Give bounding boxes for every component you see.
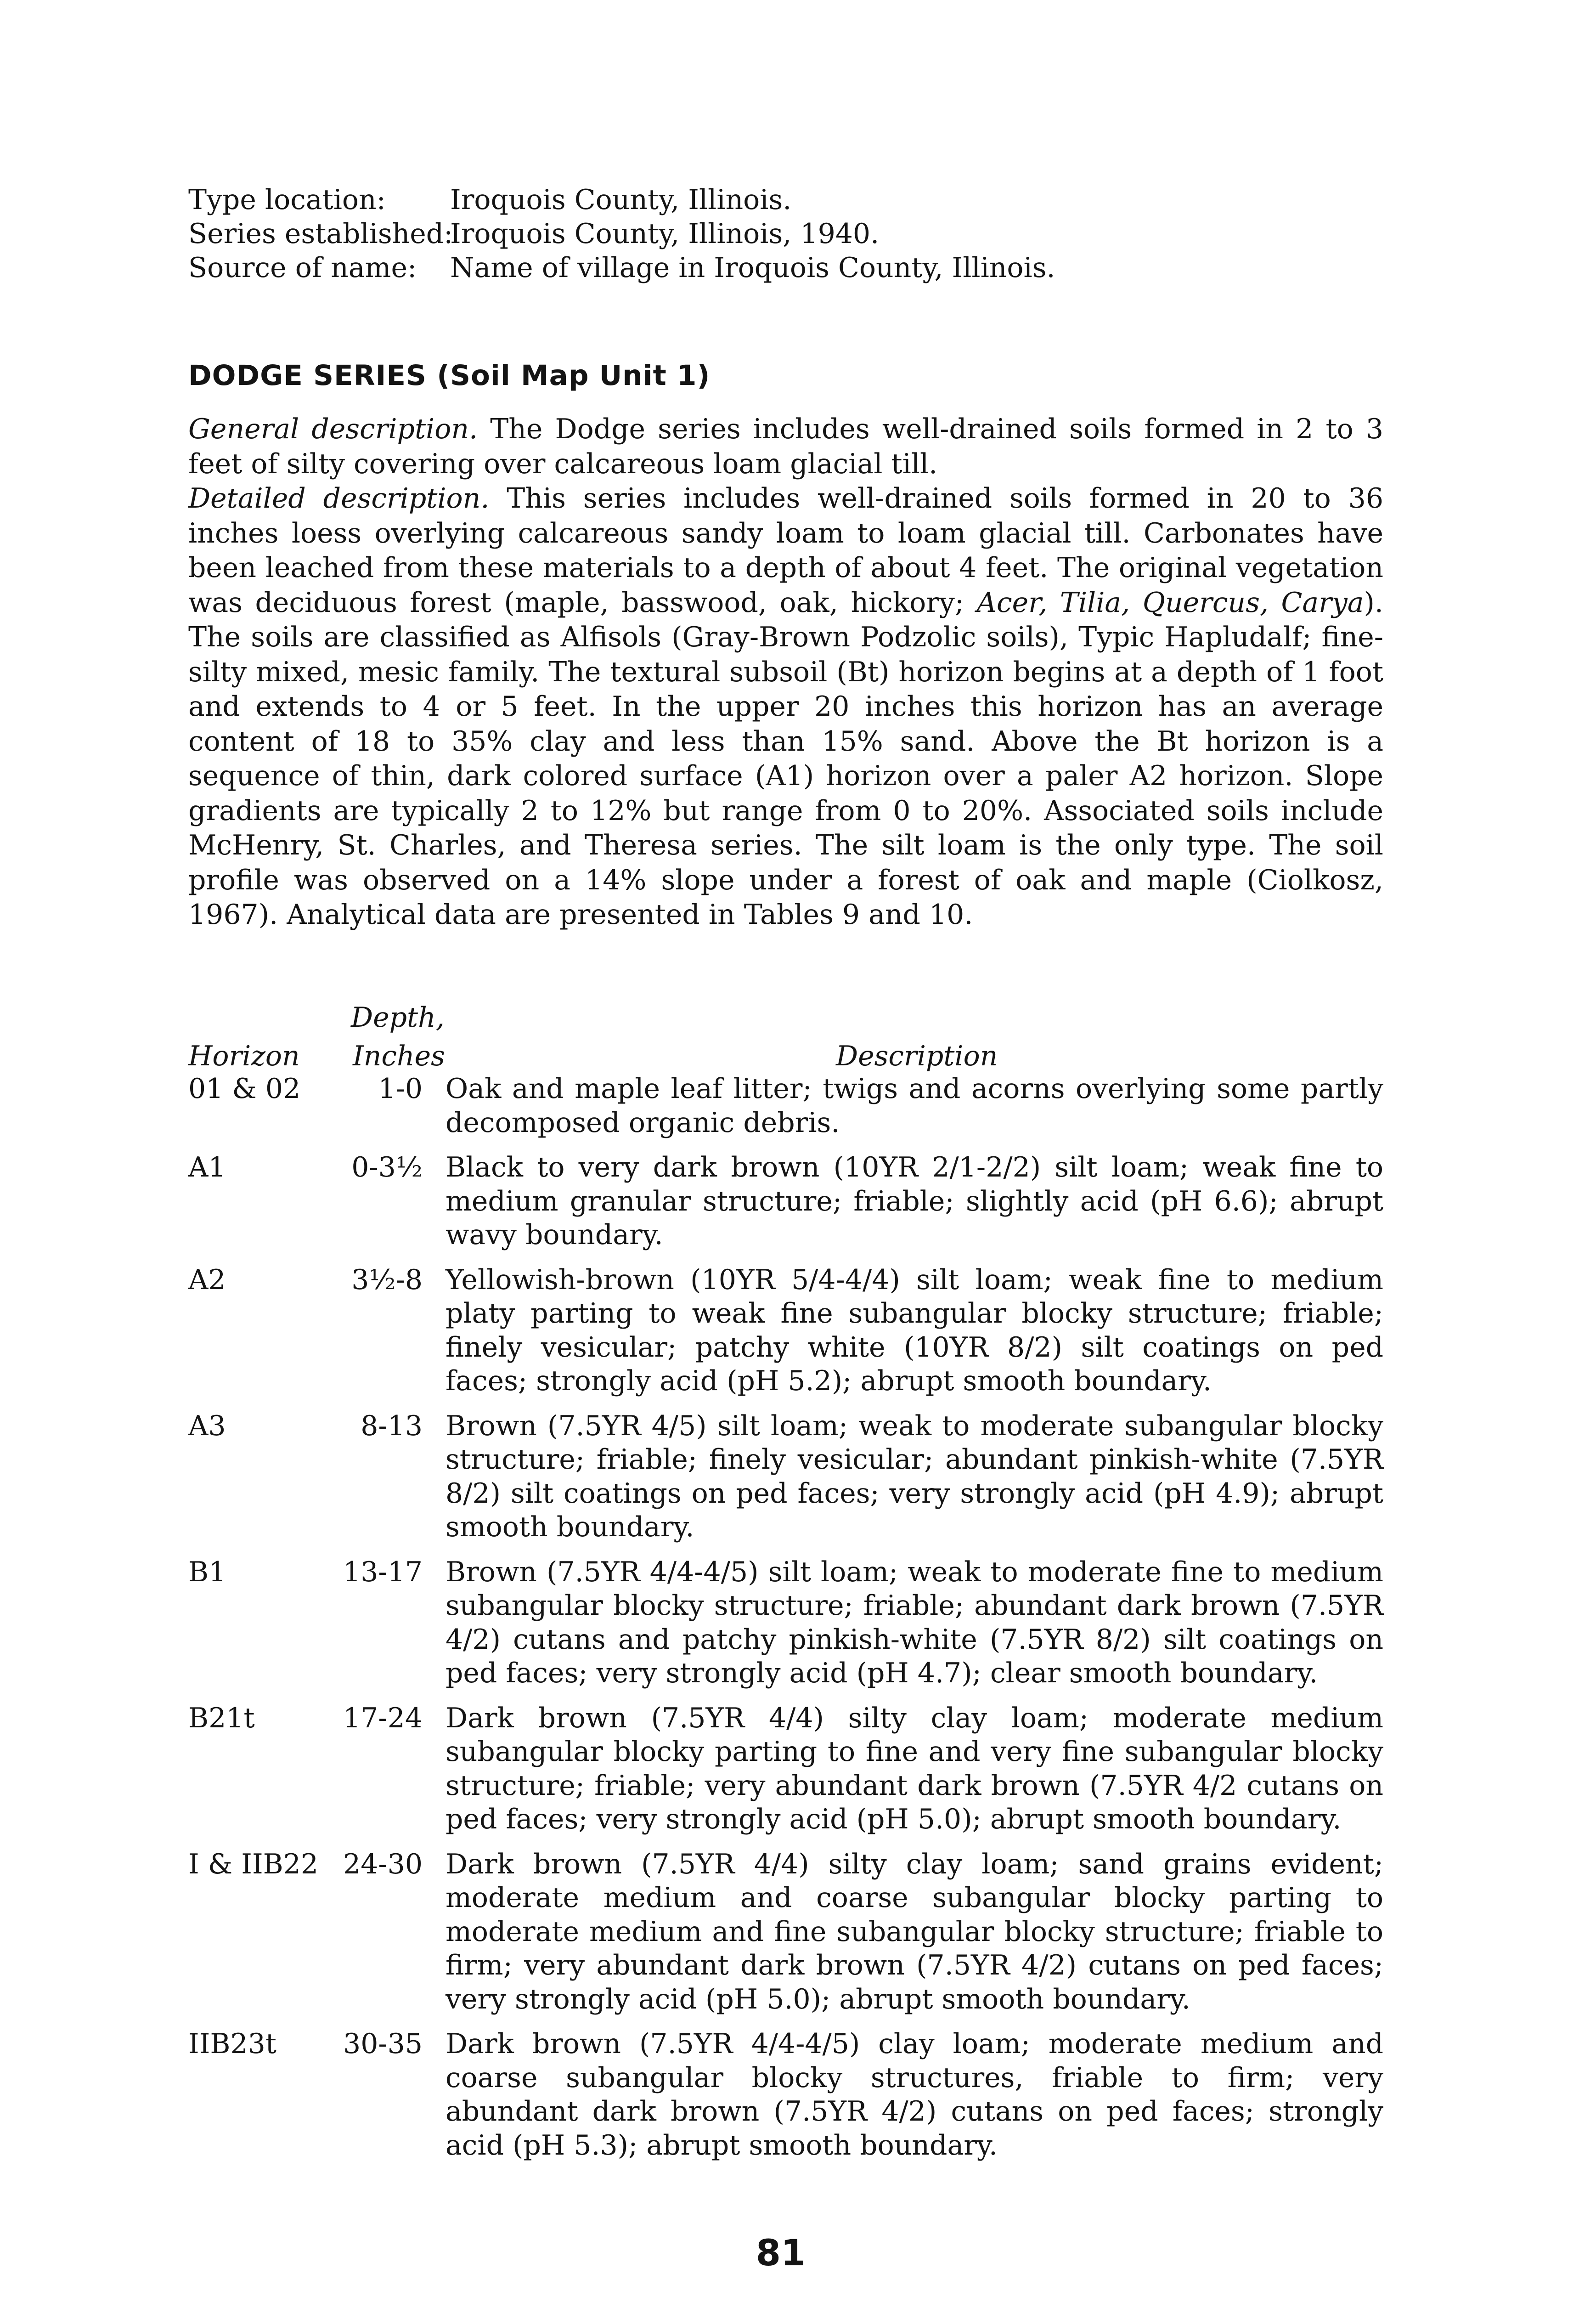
table-row (188, 1702, 1383, 1837)
depth-cell: 1-0 (378, 1073, 423, 1105)
meta-value: Name of village in Iroquois County, Illinois. (450, 252, 1055, 284)
type-location-row (188, 183, 1055, 217)
description-cell: Brown (7.5YR 4/5) silt loam; weak to moderate subangular blocky structure; friable; finely vesicular; abundant pinkish-white (7.5YR 8/2) silt coatings on ped faces; very strongly acid (pH 4.9); abrupt smooth boundary. (446, 1409, 1383, 1543)
table-row (188, 1848, 1383, 2017)
description-cell: Dark brown (7.5YR 4/4) silty clay loam; sand grains evident; moderate medium and coarse subangular blocky parting to moderate medium and fine subangular blocky structure; friable to firm; very abundant dark brown (7.5YR 4/2) cutans on ped faces; very strongly acid (pH 5.0); abrupt smooth boundary. (446, 1848, 1383, 2015)
table-row (188, 2027, 1383, 2162)
description-cell: Oak and maple leaf litter; twigs and acorns overlying some partly decomposed organic debris. (446, 1073, 1383, 1139)
series-established-row (188, 217, 1055, 251)
depth-cell: 24-30 (343, 1848, 423, 1880)
meta-label: Series established: (188, 218, 453, 250)
column-header-depth: Depth, (351, 1001, 445, 1034)
description-cell: Yellowish-brown (10YR 5/4-4/4) silt loam; weak fine to medium platy parting to weak fine subangular blocky structure; friable; finely vesicular; patchy white (10YR 8/2) silt coatings on ped faces; strongly acid (pH 5.2); abrupt smooth boundary. (446, 1263, 1383, 1397)
description-cell: Black to very dark brown (10YR 2/1-2/2) silt loam; weak fine to medium granular structure; friable; slightly acid (pH 6.6); abrupt wavy boundary. (446, 1151, 1383, 1251)
table-row (188, 1263, 1383, 1398)
description-cell: Dark brown (7.5YR 4/4-4/5) clay loam; moderate medium and coarse subangular blocky structures, friable to firm; very abundant dark brown (7.5YR 4/2) cutans on ped faces; strongly acid (pH 5.3); abrupt smooth boundary. (446, 2028, 1383, 2161)
column-header-horizon: Horizon (188, 1040, 300, 1072)
section-heading: DODGE SERIES (Soil Map Unit 1) (188, 359, 711, 392)
table-row (188, 1556, 1383, 1691)
detailed-description-text-continued: ). The soils are classified as Alfisols (Gray-Brown Podzolic soils), Typic Hapludalf; fine-silty mixed, mesic family. The textural subsoil (Bt) horizon begins at a depth of 1 foot and extends to 4 or 5 feet. In the upper 20 inches this horizon has an average content of 18 to 35% clay and less than 15% sand. Above the Bt horizon is a sequence of thin, dark colored surface (A1) horizon over a paler A2 horizon. Slope gradients are typically 2 to 12% but range from 0 to 20%. Associated soils include McHenry, St. Charles, and Theresa series. The silt loam is the only type. The soil profile was observed on a 14% slope under a forest of oak and maple (Ciolkosz, 1967). Analytical data are presented in Tables 9 and 10. (188, 586, 1383, 931)
horizon-cell: A1 (188, 1151, 226, 1183)
description-cell: Brown (7.5YR 4/4-4/5) silt loam; weak to moderate fine to medium subangular blocky structure; friable; abundant dark brown (7.5YR 4/2) cutans and patchy pinkish-white (7.5YR 8/2) silt coatings on ped faces; very strongly acid (pH 4.7); clear smooth boundary. (446, 1556, 1383, 1689)
horizon-cell: B21t (188, 1702, 255, 1734)
page-number: 81 (756, 2233, 806, 2274)
detailed-description-lead: Detailed description. (188, 482, 490, 515)
general-description-text: The Dodge series includes well-drained soils formed in 2 to 3 feet of silty covering over calcareous loam glacial till. (188, 413, 1383, 480)
depth-cell: 3½-8 (351, 1263, 423, 1296)
depth-cell: 0-3½ (351, 1151, 423, 1183)
meta-value: Iroquois County, Illinois, 1940. (450, 218, 880, 250)
depth-cell: 30-35 (343, 2028, 423, 2060)
depth-cell: 13-17 (343, 1556, 423, 1588)
profile-table-header (188, 1001, 1383, 1075)
detailed-description (188, 481, 1383, 933)
series-metadata (188, 183, 1055, 285)
meta-value: Iroquois County, Illinois. (450, 184, 792, 216)
general-description-lead: General description. (188, 413, 478, 445)
table-row (188, 1072, 1383, 1140)
column-header-depth-units: Inches (353, 1040, 445, 1072)
depth-cell: 8-13 (361, 1409, 423, 1442)
horizon-cell: B1 (188, 1556, 226, 1588)
table-row (188, 1151, 1383, 1252)
meta-label: Source of name: (188, 252, 417, 284)
genus-names: Acer, Tilia, Quercus, Carya (976, 586, 1364, 619)
table-row (188, 1409, 1383, 1545)
meta-label: Type location: (188, 184, 386, 216)
general-description (188, 412, 1383, 481)
source-of-name-row (188, 251, 1055, 285)
horizon-cell: A2 (188, 1263, 226, 1296)
horizon-cell: I & IIB22 (188, 1848, 319, 1880)
detailed-description-text: This series includes well-drained soils formed in 20 to 36 inches loess overlying calcareous sandy loam to loam glacial till. Carbonates have been leached from these materials to a depth of about 4 feet. The original vegetation was deciduous forest (maple, basswood, oak, hickory; (188, 482, 1384, 619)
depth-cell: 17-24 (343, 1702, 423, 1734)
horizon-cell: A3 (188, 1409, 226, 1442)
profile-table (188, 1072, 1383, 2173)
column-header-description: Description (836, 1040, 998, 1072)
horizon-cell: IIB23t (188, 2028, 276, 2060)
horizon-cell: 01 & 02 (188, 1073, 301, 1105)
description-cell: Dark brown (7.5YR 4/4) silty clay loam; moderate medium subangular blocky parting to fine and very fine subangular blocky structure; friable; very abundant dark brown (7.5YR 4/2 cutans on ped faces; very strongly acid (pH 5.0); abrupt smooth boundary. (446, 1702, 1383, 1835)
